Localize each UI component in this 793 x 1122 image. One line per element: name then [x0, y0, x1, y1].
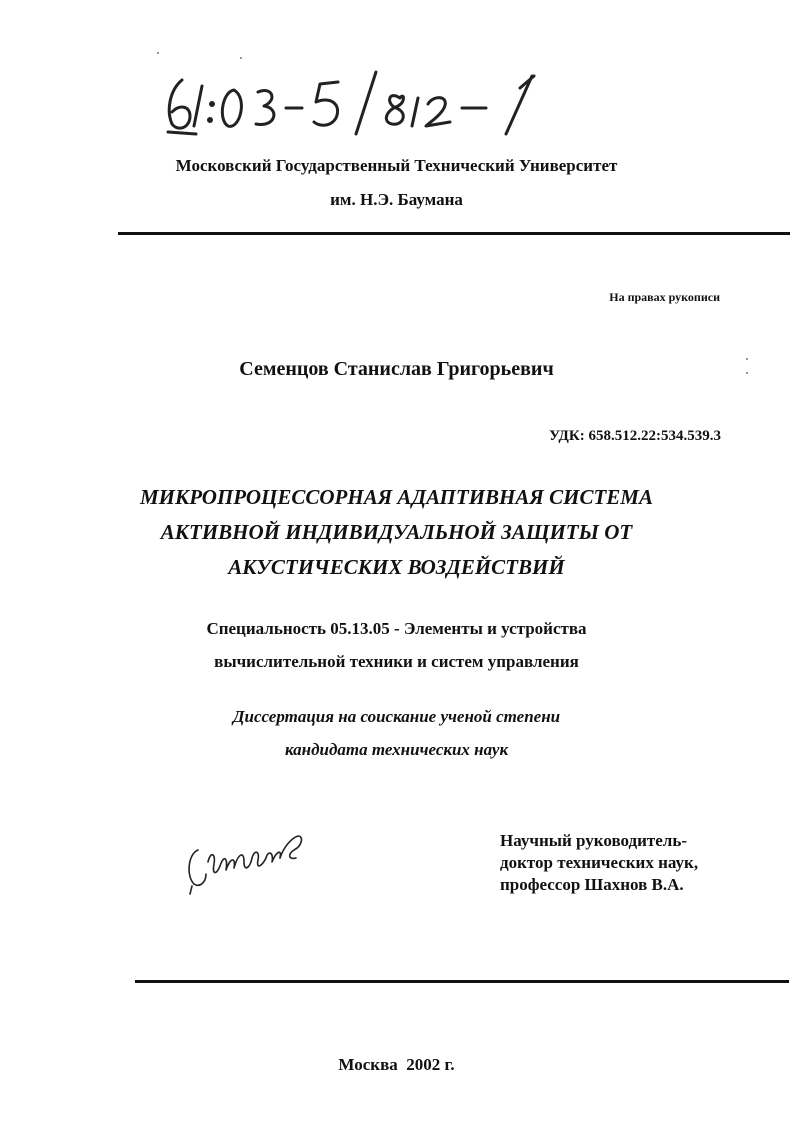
- scan-speck: [157, 52, 159, 54]
- degree-statement: [0, 700, 793, 766]
- title-line-2: АКТИВНОЙ ИНДИВИДУАЛЬНОЙ ЗАЩИТЫ ОТ: [160, 520, 633, 544]
- supervisor-line-1: Научный руководитель-: [500, 831, 687, 850]
- supervisor-line-2: доктор технических наук,: [500, 853, 699, 872]
- title-line-1: МИКРОПРОЦЕССОРНАЯ АДАПТИВНАЯ СИСТЕМА: [140, 485, 653, 509]
- scientific-supervisor: [500, 830, 760, 896]
- degree-line-1: Диссертация на соискание ученой степени: [232, 707, 561, 726]
- author-name: Семенцов Станислав Григорьевич: [239, 358, 554, 380]
- rights-note: На правах рукописи: [609, 290, 720, 304]
- specialty-line-1: Специальность 05.13.05 - Элементы и устройства: [206, 619, 587, 638]
- scan-speck: [746, 358, 748, 360]
- degree-line-2: кандидата технических наук: [284, 740, 509, 759]
- author-signature: [180, 828, 310, 898]
- top-divider: [118, 232, 790, 235]
- specialty-line-2: вычислительной техники и систем управления: [214, 652, 579, 671]
- bottom-divider: [135, 980, 789, 983]
- scan-speck: [240, 57, 242, 59]
- university-name: Московский Государственный Технический Университет: [175, 156, 618, 175]
- scan-speck: [746, 372, 748, 374]
- specialty: [0, 612, 793, 678]
- city-and-year: Москва 2002 г.: [338, 1055, 455, 1074]
- udk-code: УДК: 658.512.22:534.539.3: [549, 428, 721, 444]
- dissertation-title: [0, 480, 793, 585]
- handwritten-catalog-number: [160, 68, 580, 138]
- title-line-3: АКУСТИЧЕСКИХ ВОЗДЕЙСТВИЙ: [228, 555, 565, 579]
- university-named-after: им. Н.Э. Баумана: [330, 190, 463, 209]
- supervisor-line-3: профессор Шахнов В.А.: [500, 875, 684, 894]
